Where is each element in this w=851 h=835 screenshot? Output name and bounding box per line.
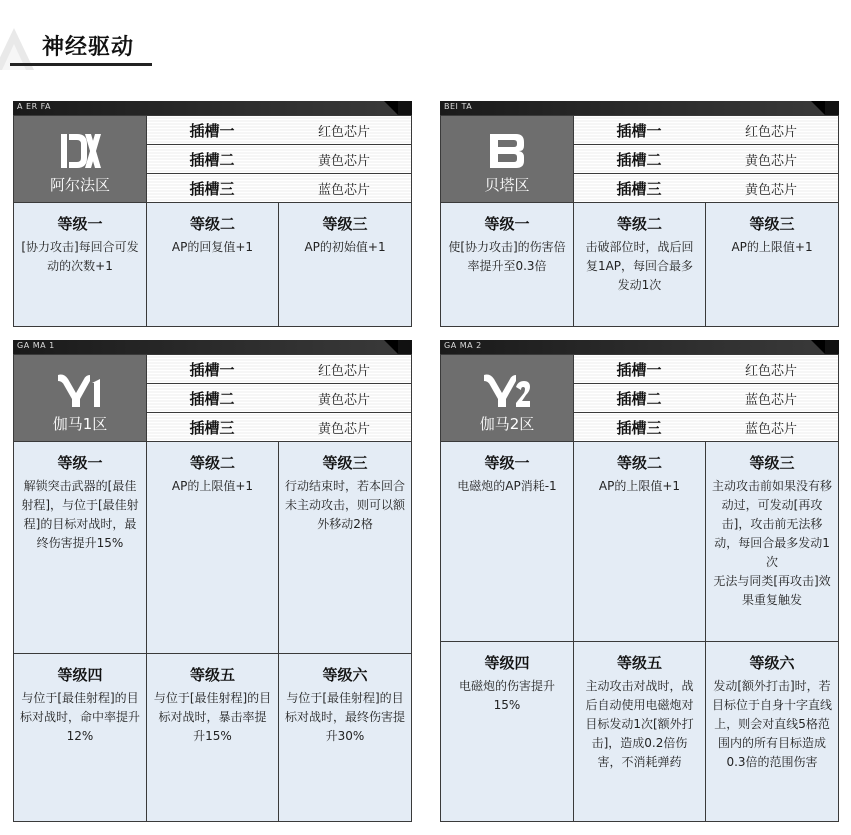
slot-label: 插槽二	[189, 150, 235, 169]
gamma-2-rune-icon	[482, 369, 532, 411]
slot-row-3	[147, 413, 412, 442]
level-title: 等级六	[322, 666, 368, 684]
level-cell	[147, 442, 279, 654]
drive-table	[13, 354, 412, 822]
slot-row-1	[147, 116, 412, 145]
level-cell	[441, 642, 574, 822]
level-cell	[279, 203, 412, 327]
gamma-1-rune-icon	[56, 369, 104, 411]
level-cell	[441, 442, 574, 642]
drive-table	[13, 115, 412, 327]
level-title: 等级一	[57, 454, 103, 472]
panel-beta	[440, 101, 838, 327]
slot-chip: 黄色芯片	[745, 153, 798, 169]
level-desc: AP的初始值+1	[304, 240, 386, 254]
level-title: 等级五	[189, 666, 235, 684]
slot-label: 插槽一	[189, 121, 235, 140]
level-title: 等级四	[57, 666, 103, 684]
level-title: 等级二	[616, 215, 662, 233]
slot-row-1	[574, 116, 839, 145]
level-cell	[14, 203, 147, 327]
slot-chip: 红色芯片	[745, 363, 798, 379]
alpha-rune-icon	[57, 130, 103, 172]
level-desc: AP的上限值+1	[731, 240, 813, 254]
level-desc: 解锁突击武器的[最佳射程]，与位于[最佳射程]的目标对战时，最终伤害提升15%	[21, 479, 139, 550]
zone-cell	[14, 116, 147, 203]
beta-rune-icon	[486, 130, 528, 172]
panel-header	[440, 340, 838, 354]
level-cell	[574, 442, 706, 642]
slot-chip: 红色芯片	[745, 124, 798, 140]
level-title: 等级一	[484, 454, 530, 472]
level-title: 等级五	[616, 654, 662, 672]
level-desc: 行动结束时，若本回合未主动攻击，则可以额外移动2格	[285, 479, 406, 531]
level-title: 等级二	[616, 454, 662, 472]
slot-label: 插槽一	[189, 360, 235, 379]
slot-chip: 黄色芯片	[745, 182, 798, 198]
level-desc: 电磁炮的AP消耗-1	[457, 479, 557, 493]
slot-row-3	[574, 413, 839, 442]
slot-row-2	[147, 145, 412, 174]
level-desc: 发动[额外打击]时，若目标位于自身十字直线上，则会对直线5格范围内的所有目标造成0.3倍的范围伤害	[712, 679, 833, 769]
slot-label: 插槽三	[189, 179, 235, 198]
level-cell	[147, 654, 279, 822]
level-title: 等级六	[749, 654, 795, 672]
slot-row-1	[147, 355, 412, 384]
panel-header	[13, 340, 411, 354]
header-corner-deco	[398, 340, 412, 354]
level-desc: 与位于[最佳射程]的目标对战时，暴击率提升15%	[153, 691, 272, 743]
slot-label: 插槽一	[616, 121, 662, 140]
level-title: 等级一	[57, 215, 103, 233]
slot-label: 插槽三	[616, 418, 662, 437]
level-cell	[14, 442, 147, 654]
level-desc: 主动攻击对战时，战后自动使用电磁炮对目标发动1次[额外打击]，造成0.2倍伤害，不消耗弹药	[585, 679, 694, 769]
slot-chip: 黄色芯片	[318, 421, 371, 437]
slot-row-3	[574, 174, 839, 203]
zone-cell	[441, 116, 574, 203]
slot-label: 插槽二	[616, 389, 662, 408]
level-desc: 电磁炮的伤害提升15%	[458, 679, 555, 712]
level-desc: AP的上限值+1	[598, 479, 681, 493]
panel-header	[13, 101, 411, 115]
slot-chip: 黄色芯片	[318, 392, 371, 408]
level-title: 等级三	[322, 215, 368, 233]
slot-chip: 蓝色芯片	[318, 182, 371, 198]
page-title: 神经驱动	[42, 35, 135, 60]
slot-label: 插槽三	[616, 179, 662, 198]
slot-row-2	[574, 145, 839, 174]
level-cell	[706, 203, 839, 327]
header-corner-deco	[398, 101, 412, 115]
slot-row-2	[574, 384, 839, 413]
level-desc: AP的上限值+1	[171, 479, 254, 493]
panel-alpha	[13, 101, 411, 327]
panel-code: GA MA 2	[444, 341, 482, 350]
slot-label: 插槽三	[189, 418, 235, 437]
level-title: 等级三	[749, 454, 795, 472]
panel-code: BEI TA	[444, 102, 473, 111]
level-desc: 与位于[最佳射程]的目标对战时，最终伤害提升30%	[285, 691, 406, 743]
level-desc: 与位于[最佳射程]的目标对战时，命中率提升12%	[20, 691, 141, 743]
zone-cell	[441, 355, 574, 442]
level-title: 等级二	[189, 215, 235, 233]
level-cell	[706, 642, 839, 822]
level-desc: AP的回复值+1	[171, 240, 254, 254]
title-underline	[10, 63, 152, 66]
zone-name: 贝塔区	[484, 175, 530, 194]
level-desc: 击破部位时，战后回复1AP，每回合最多发动1次	[585, 240, 694, 292]
panel-gamma-1	[13, 340, 411, 822]
level-cell	[706, 442, 839, 642]
panel-code: A ER FA	[17, 102, 52, 111]
level-title: 等级三	[749, 215, 795, 233]
level-desc: 使[协力攻击]的伤害倍率提升至0.3倍	[448, 240, 566, 273]
level-title: 等级一	[484, 215, 530, 233]
slot-chip: 黄色芯片	[318, 153, 371, 169]
level-title: 等级四	[484, 654, 530, 672]
level-cell	[441, 203, 574, 327]
zone-name: 伽马2区	[479, 414, 535, 433]
header-corner-deco	[825, 340, 839, 354]
level-title: 等级三	[322, 454, 368, 472]
slot-chip: 蓝色芯片	[745, 421, 798, 437]
level-desc: [协力攻击]每回合可发动的次数+1	[21, 240, 139, 273]
slot-row-1	[574, 355, 839, 384]
level-cell	[574, 642, 706, 822]
panel-header	[440, 101, 838, 115]
slot-row-3	[147, 174, 412, 203]
page-header	[0, 0, 851, 70]
slot-chip: 红色芯片	[318, 124, 371, 140]
level-desc: 主动攻击前如果没有移动过，可发动[再攻击]，攻击前无法移动，每回合最多发动1次 无法与同类[再攻击]效果重复触发	[712, 479, 833, 607]
zone-name: 伽马1区	[52, 414, 108, 433]
slot-row-2	[147, 384, 412, 413]
level-title: 等级二	[189, 454, 235, 472]
level-cell	[279, 442, 412, 654]
level-cell	[574, 203, 706, 327]
slot-chip: 红色芯片	[318, 363, 371, 379]
drive-table	[440, 115, 839, 327]
slot-label: 插槽一	[616, 360, 662, 379]
level-cell	[147, 203, 279, 327]
panel-code: GA MA 1	[17, 341, 55, 350]
slot-chip: 蓝色芯片	[745, 392, 798, 408]
slot-label: 插槽二	[189, 389, 235, 408]
header-corner-deco	[825, 101, 839, 115]
drive-table	[440, 354, 839, 822]
slot-label: 插槽二	[616, 150, 662, 169]
panel-gamma-2	[440, 340, 838, 822]
zone-cell	[14, 355, 147, 442]
level-cell	[279, 654, 412, 822]
level-cell	[14, 654, 147, 822]
zone-name: 阿尔法区	[49, 175, 110, 194]
